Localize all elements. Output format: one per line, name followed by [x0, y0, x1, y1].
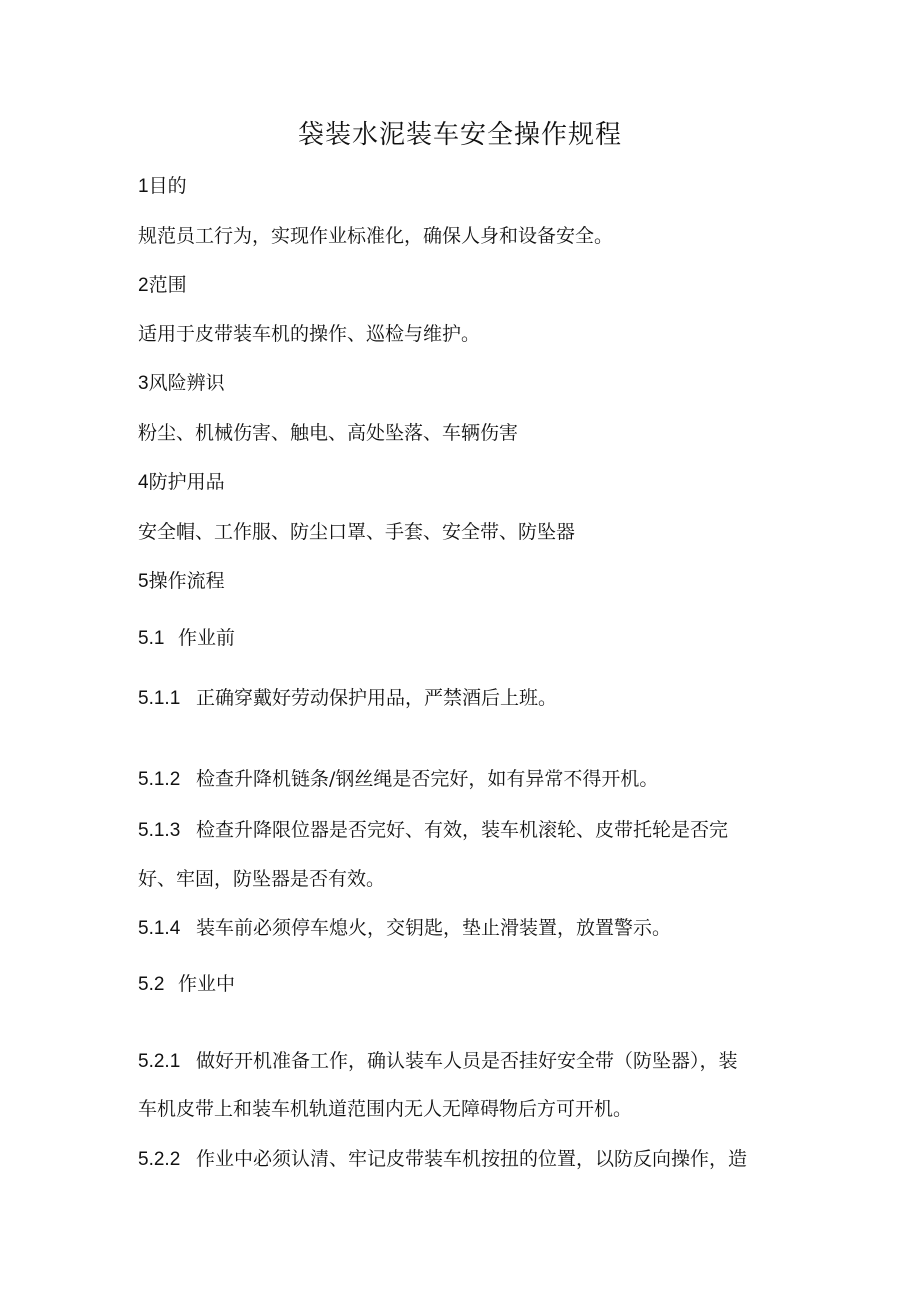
document-title: 袋装水泥装车安全操作规程 [297, 120, 622, 150]
item-5-1-2 [138, 767, 658, 792]
item-5-2-1 [138, 1049, 738, 1074]
item-5-1-3-continued: 好、牢固，防坠器是否有效。 [138, 868, 386, 890]
item-5-2-1-continued: 车机皮带上和装车机轨道范围内无人无障碍物后方可开机。 [138, 1098, 633, 1120]
item-5-1-1 [138, 686, 557, 711]
scope-text: 适用于皮带装车机的操作、巡检与维护。 [138, 323, 481, 345]
section-number: 1 [138, 176, 149, 197]
section-heading-risk [138, 371, 225, 396]
item-text: 检查升降限位器是否完好、有效，装车机滚轮、皮带托轮是否完 [196, 819, 729, 841]
item-text: 作业中必须认清、牢记皮带装车机按扭的位置，以防反向操作，造 [196, 1148, 748, 1170]
section-heading-ppe [138, 470, 225, 495]
section-number: 4 [138, 472, 149, 493]
section-number: 3 [138, 373, 149, 394]
section-heading-purpose [138, 174, 187, 199]
section-heading-text: 范围 [148, 274, 187, 296]
subsection-heading-text: 作业前 [178, 627, 236, 649]
subsection-heading-5-1 [138, 626, 235, 651]
purpose-text: 规范员工行为，实现作业标准化，确保人身和设备安全。 [138, 225, 614, 247]
subsection-heading-5-2 [138, 972, 235, 997]
subsection-heading-text: 作业中 [178, 973, 236, 995]
section-number: 5 [138, 571, 149, 592]
section-heading-text: 防护用品 [148, 471, 225, 493]
section-number: 2 [138, 275, 149, 296]
risk-text: 粉尘、机械伤害、触电、高处坠落、车辆伤害 [138, 422, 519, 444]
section-heading-text: 操作流程 [148, 570, 225, 592]
item-text: 正确穿戴好劳动保护用品，严禁酒后上班。 [196, 687, 558, 709]
ppe-text: 安全帽、工作服、防尘口罩、手套、安全带、防坠器 [138, 521, 576, 543]
item-number: 5.1.2 [138, 769, 181, 790]
item-number: 5.1.4 [138, 918, 181, 939]
item-5-1-3 [138, 818, 728, 843]
item-text: 做好开机准备工作，确认装车人员是否挂好安全带（防坠器），装 [196, 1050, 738, 1072]
section-heading-scope [138, 273, 187, 298]
item-number: 5.1.3 [138, 820, 181, 841]
subsection-number: 5.1 [138, 628, 165, 649]
item-text: 检查升降机链条/钢丝绳是否完好，如有异常不得开机。 [196, 768, 659, 790]
item-number: 5.2.1 [138, 1051, 181, 1072]
item-5-1-4 [138, 916, 671, 941]
item-5-2-2 [138, 1147, 747, 1172]
section-heading-text: 风险辨识 [148, 372, 225, 394]
section-heading-procedure [138, 569, 225, 594]
item-number: 5.1.1 [138, 688, 181, 709]
subsection-number: 5.2 [138, 974, 165, 995]
item-text: 装车前必须停车熄火，交钥匙，垫止滑装置，放置警示。 [196, 917, 672, 939]
section-heading-text: 目的 [148, 175, 187, 197]
item-number: 5.2.2 [138, 1149, 181, 1170]
